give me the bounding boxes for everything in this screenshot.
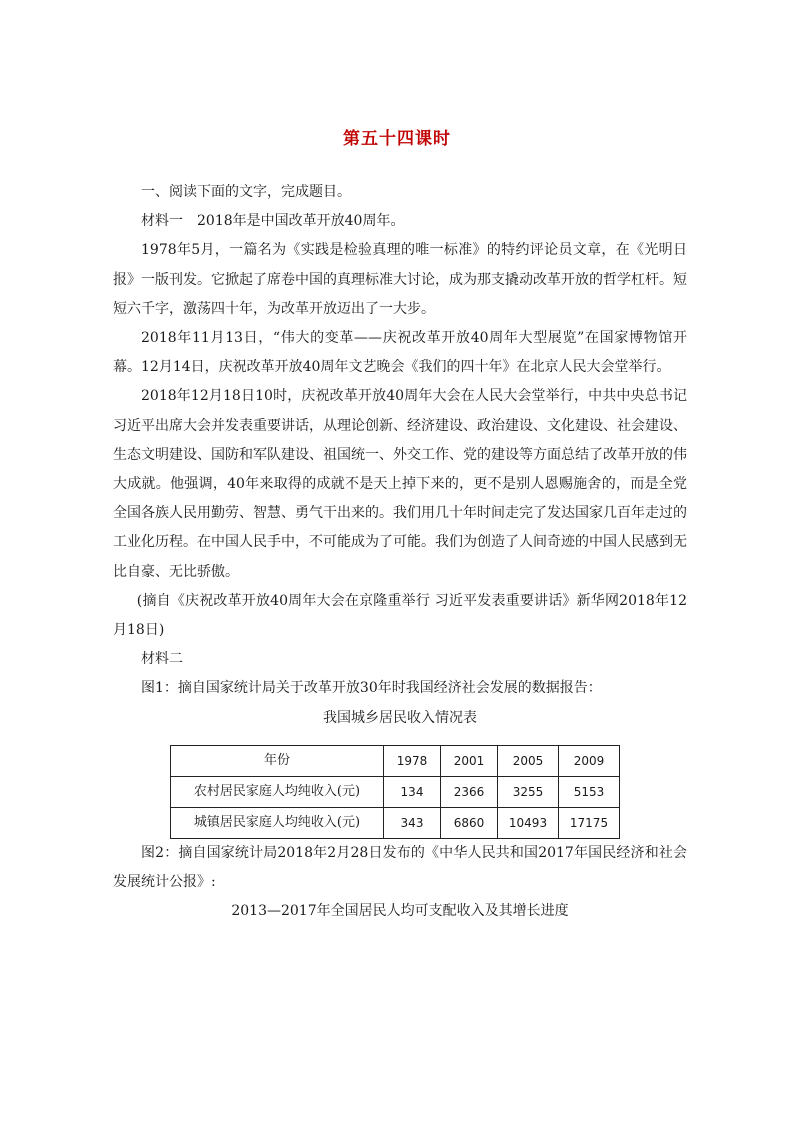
table-row-label: 城镇居民家庭人均纯收入(元) (171, 807, 384, 838)
figure2-caption: 图2：摘自国家统计局2018年2月28日发布的《中华人民共和国2017年国民经济和社会发展统计公报》: (113, 844, 687, 891)
table-cell: 6860 (441, 807, 498, 838)
table-header-cell: 2001 (441, 745, 498, 776)
page-title: 第五十四课时 (343, 129, 451, 149)
figure1-caption: 图1：摘自国家统计局关于改革开放30年时我国经济社会发展的数据报告： (141, 680, 602, 697)
table-cell: 3255 (498, 776, 559, 807)
material1-label: 材料一 2018年是中国改革开放40周年。 (141, 213, 405, 230)
table-cell: 134 (384, 776, 441, 807)
income-table (170, 745, 620, 839)
table-cell: 10493 (498, 807, 559, 838)
table-header-row (171, 745, 620, 776)
table-cell: 343 (384, 807, 441, 838)
table-row (171, 807, 620, 838)
table-header-cell: 2009 (559, 745, 620, 776)
table-cell: 2366 (441, 776, 498, 807)
table-cell: 17175 (559, 807, 620, 838)
table-header-cell: 年份 (171, 745, 384, 776)
source-citation: (摘自《庆祝改革开放40周年大会在京隆重举行 习近平发表重要讲话》新华网2018年12月18日) (113, 592, 687, 639)
table-cell: 5153 (559, 776, 620, 807)
paragraph-3: 2018年12月18日10时，庆祝改革开放40周年大会在人民大会堂举行，中共中央总书记习近平出席大会并发表重要讲话，从理论创新、经济建设、政治建设、文化建设、社会建设、生态文明建设、国防和军队建设、祖国统一、外交工作、党的建设等方面总结了改革开放的伟大成就。他强调，40年来取得的成就不是天上掉下来的，更不是别人恩赐施舍的，而是全党全国各族人民用勤劳、智慧、勇气干出来的。我们用几十年时间走完了发达国家几百年走过的工业化历程。在中国人民手中，不可能成为了可能。我们为创造了人间奇迹的中国人民感到无比自豪、无比骄傲。 (113, 388, 687, 580)
question-intro: 一、阅读下面的文字，完成题目。 (141, 184, 351, 200)
document-body (113, 178, 687, 926)
figure2-title: 2013—2017年全国居民人均可支配收入及其增长进度 (231, 903, 569, 920)
table-title: 我国城乡居民收入情况表 (323, 709, 477, 726)
table-header-cell: 1978 (384, 745, 441, 776)
table-header-cell: 2005 (498, 745, 559, 776)
table-row-label: 农村居民家庭人均纯收入(元) (171, 776, 384, 807)
table-row (171, 776, 620, 807)
paragraph-1: 1978年5月，一篇名为《实践是检验真理的唯一标准》的特约评论员文章，在《光明日报》一版刊发。它掀起了席卷中国的真理标准大讨论，成为那支撬动改革开放的哲学杠杆。短短六千字，激荡四十年，为改革开放迈出了一大步。 (113, 242, 687, 317)
paragraph-2: 2018年11月13日，“伟大的变革——庆祝改革开放40周年大型展览”在国家博物馆开幕。12月14日，庆祝改革开放40周年文艺晚会《我们的四十年》在北京人民大会堂举行。 (113, 330, 687, 376)
material2-label: 材料二 (141, 651, 183, 668)
